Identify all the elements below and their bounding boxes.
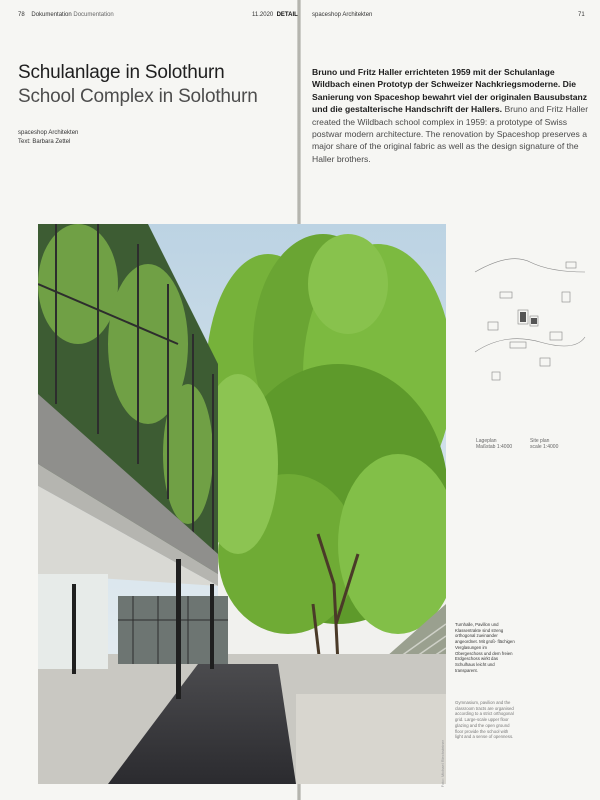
right-page-number: 71 bbox=[578, 12, 585, 18]
intro-de: Bruno und Fritz Haller errichteten 1959 mit der Schulanlage Wildbach einen Prototyp der Schweizer Nachkriegsmoderne. Die Sanierung von Spaceshop bewahrt viel der originalen Bausubstanz und die gestalterische Handschrift der Hallers. bbox=[312, 67, 588, 115]
legend-label-de: Lageplan bbox=[476, 438, 497, 444]
issue-header bbox=[252, 12, 298, 18]
magazine-name: DETAIL bbox=[276, 12, 298, 18]
site-plan-legend-de bbox=[476, 438, 512, 450]
legend-label-en: Site plan bbox=[530, 438, 550, 444]
legend-scale-en: scale 1:4000 bbox=[530, 444, 559, 450]
legend-scale-de: Maßstab 1:4000 bbox=[476, 444, 513, 450]
photo-credit: Foto: Michael Riechsteiner bbox=[440, 740, 445, 788]
left-section-en: Documentation bbox=[73, 12, 114, 18]
article-intro bbox=[312, 66, 590, 165]
right-architect: spaceshop Architekten bbox=[312, 12, 373, 18]
intro-en: Bruno and Fritz Haller created the Wildbach school complex in 1959: a prototype of Swiss postwar modern architecture. The renovation by Spaceshop preserves a major share of the original fabric as well as the design signature of the Haller brothers. bbox=[312, 104, 589, 164]
author-credit: Text: Barbara Zettel bbox=[18, 139, 71, 145]
architect-credit: spaceshop Architekten bbox=[18, 130, 79, 136]
photo-caption-de: Turnhalle, Pavillon und Klassentrakte sind streng orthogonal zueinander angeordnet. Mit groß- flächigen Verglasungen im Obergeschoss und dem freien Erdgeschoss wirkt das Schulhaus leicht und transparent. bbox=[455, 622, 515, 673]
building-photo-illustration bbox=[38, 224, 446, 784]
left-page-number: 78 bbox=[18, 12, 25, 18]
left-section: Dokumentation bbox=[31, 12, 72, 18]
article-title-en: School Complex in Solothurn bbox=[18, 86, 258, 107]
photo-caption-en: Gymnasium, pavilion and the classroom tracts are organised according to a strict orthogonal grid. Large-scale upper floor glazing and the open ground floor provide the school with light and a sense of openness. bbox=[455, 700, 514, 740]
right-running-header bbox=[312, 12, 372, 18]
issue-number: 11.2020 bbox=[252, 12, 274, 18]
site-plan-drawing bbox=[470, 232, 590, 432]
article-title-de: Schulanlage in Solothurn bbox=[18, 62, 225, 83]
site-plan-legend-en bbox=[530, 438, 558, 450]
left-running-header bbox=[18, 12, 114, 18]
building-photo bbox=[38, 224, 446, 784]
